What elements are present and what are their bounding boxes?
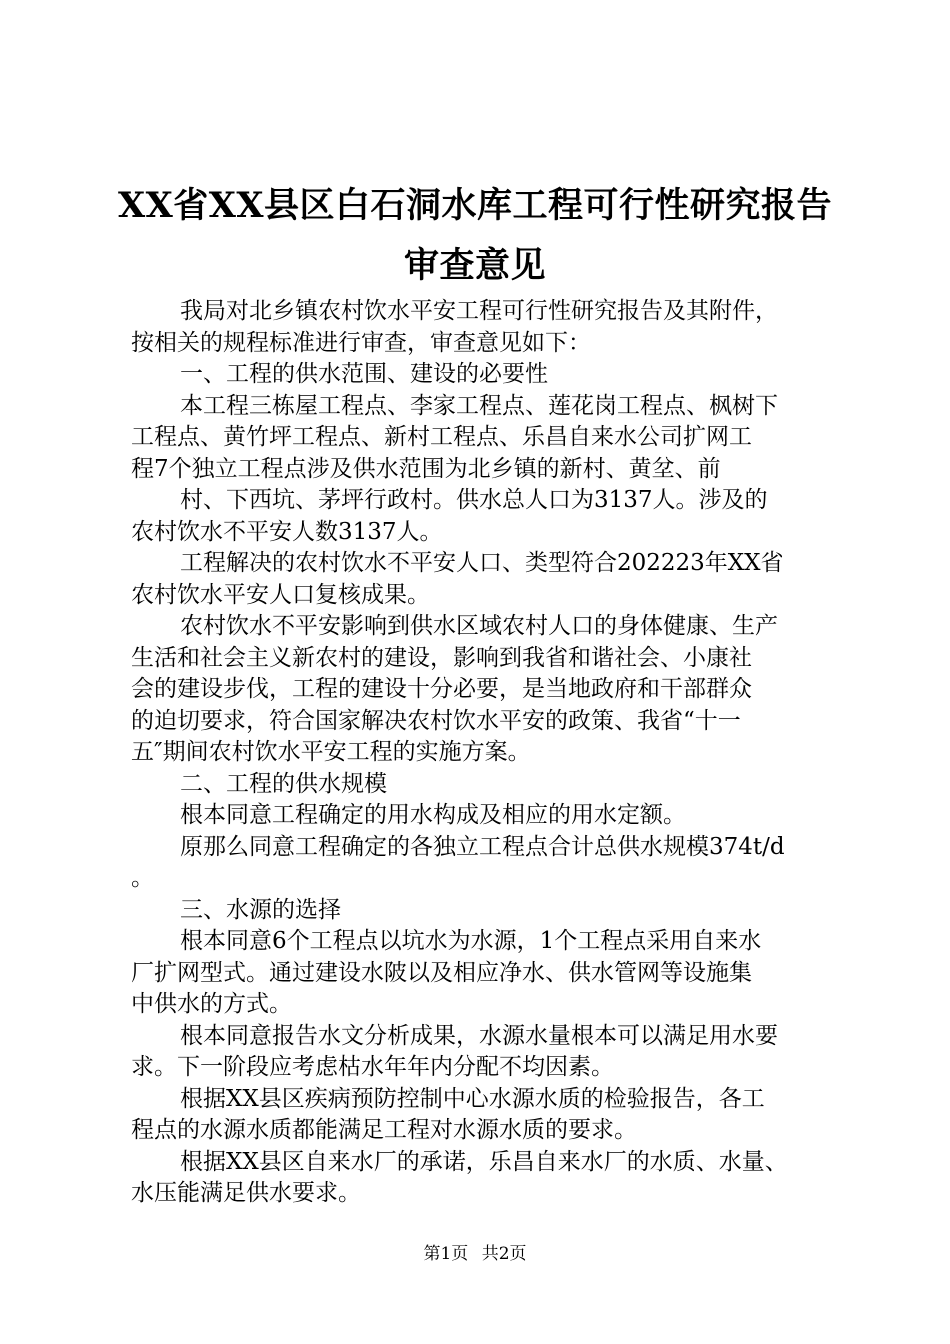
body-line: 厂扩网型式。通过建设水陂以及相应净水、供水管网等设施集 [131, 959, 752, 986]
body-line: 农村饮水不平安人数3137人。 [131, 518, 443, 545]
body-line: 程点的水源水质都能满足工程对水源水质的要求。 [131, 1117, 637, 1143]
body-line: 程7个独立工程点涉及供水范围为北乡镇的新村、黄坌、前 [131, 455, 721, 482]
section-heading: 一、工程的供水范围、建设的必要性 [180, 361, 548, 387]
body-line: 工程解决的农村饮水不平安人口、类型符合202223年XX省 [180, 550, 784, 576]
body-line: 农村饮水不平安影响到供水区域农村人口的身体健康、生产 [180, 613, 778, 639]
body-line: 村、下西坑、茅坪行政村。供水总人口为3137人。涉及的 [180, 487, 768, 513]
body-line: 根本同意6个工程点以坑水为水源，1个工程点采用自来水 [180, 928, 762, 954]
body-line: 根据XX县区疾病预防控制中心水源水质的检验报告，各工 [180, 1085, 765, 1112]
body-line: 本工程三栋屋工程点、李家工程点、莲花岗工程点、枫树下 [180, 392, 778, 419]
body-line: 工程点、黄竹坪工程点、新村工程点、乐昌自来水公司扩网工 [131, 424, 752, 450]
page-footer [0, 1243, 950, 1265]
body-line: 会的建设步伐，工程的建设十分必要，是当地政府和干部群众 [131, 676, 752, 702]
body-line: 根本同意报告水文分析成果，水源水量根本可以满足用水要 [180, 1022, 778, 1049]
document-title-line-2: 审查意见 [403, 245, 546, 286]
section-heading: 二、工程的供水规模 [180, 770, 387, 797]
body-line: 根据XX县区自来水厂的承诺，乐昌自来水厂的水质、水量、 [180, 1148, 788, 1175]
page-number-current: 第1页 [423, 1244, 469, 1264]
section-heading: 三、水源的选择 [180, 896, 341, 923]
body-line: 求。下一阶段应考虑枯水年年内分配不均因素。 [131, 1054, 614, 1080]
body-line: 按相关的规程标准进行审查，审查意见如下： [131, 329, 591, 356]
body-line: 水压能满足供水要求。 [131, 1180, 361, 1206]
document-title-line-1: XX省XX县区白石洞水库工程可行性研究报告 [117, 185, 833, 226]
body-line: 原那么同意工程确定的各独立工程点合计总供水规模374t/d [180, 833, 785, 860]
body-line: 农村饮水平安人口复核成果。 [131, 581, 430, 608]
page-number-total: 共2页 [481, 1244, 527, 1264]
body-line: 中供水的方式。 [131, 991, 292, 1017]
body-line: 五″期间农村饮水平安工程的实施方案。 [131, 739, 531, 765]
body-line: 的迫切要求，符合国家解决农村饮水平安的政策、我省“十一 [131, 707, 741, 734]
body-line: 生活和社会主义新农村的建设，影响到我省和谐社会、小康社 [131, 644, 752, 671]
body-line: 我局对北乡镇农村饮水平安工程可行性研究报告及其附件， [180, 298, 778, 324]
document-body [131, 296, 831, 1210]
body-line: 。 [131, 865, 154, 891]
body-line: 根本同意工程确定的用水构成及相应的用水定额。 [180, 802, 686, 828]
